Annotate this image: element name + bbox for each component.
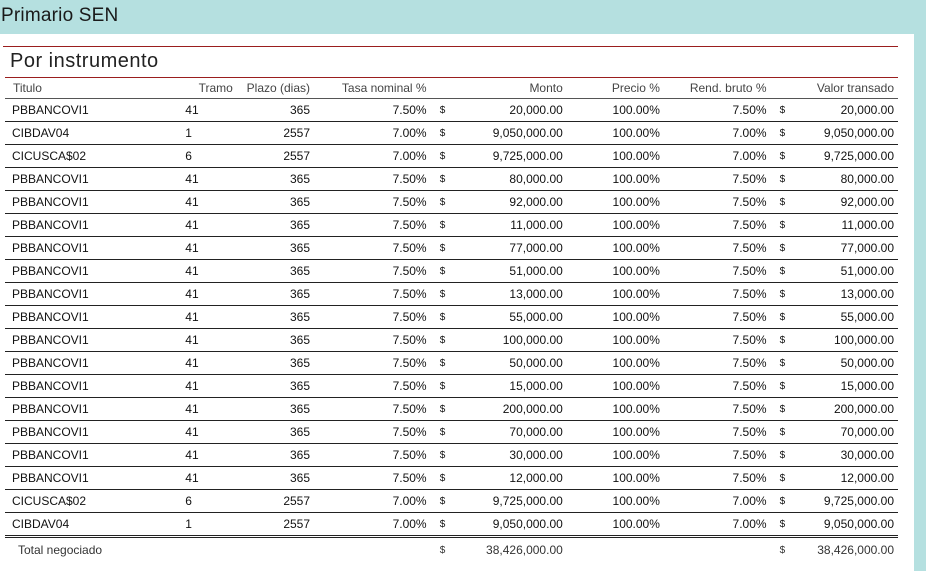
cell-rend: 7.50%: [664, 352, 771, 375]
table-row: [5, 490, 898, 513]
cell-monto: 13,000.00: [454, 283, 566, 306]
cell-precio: 100.00%: [567, 306, 664, 329]
currency-symbol: $: [431, 352, 455, 375]
cell-tasa: 7.50%: [314, 260, 431, 283]
cell-titulo: PBBANCOVI1: [5, 283, 175, 306]
table-row: [5, 260, 898, 283]
currency-symbol: $: [431, 145, 455, 168]
cell-tramo: 6: [175, 145, 237, 168]
currency-symbol: $: [771, 237, 795, 260]
cell-monto: 55,000.00: [454, 306, 566, 329]
cell-plazo: 365: [237, 444, 314, 467]
cell-valor: 200,000.00: [794, 398, 898, 421]
currency-symbol: $: [431, 168, 455, 191]
currency-symbol: $: [431, 513, 455, 537]
cell-titulo: CICUSCA$02: [5, 145, 175, 168]
cell-titulo: PBBANCOVI1: [5, 329, 175, 352]
cell-monto: 15,000.00: [454, 375, 566, 398]
cell-tramo: 1: [175, 513, 237, 537]
cell-tasa: 7.50%: [314, 214, 431, 237]
total-spacer: [567, 537, 771, 563]
cell-valor: 12,000.00: [794, 467, 898, 490]
table-row: [5, 214, 898, 237]
cell-precio: 100.00%: [567, 444, 664, 467]
table-row: [5, 444, 898, 467]
cell-plazo: 365: [237, 375, 314, 398]
cell-precio: 100.00%: [567, 214, 664, 237]
currency-symbol: $: [439, 544, 446, 556]
cell-titulo: CICUSCA$02: [5, 490, 175, 513]
cell-rend: 7.00%: [664, 145, 771, 168]
cell-rend: 7.00%: [664, 513, 771, 537]
currency-symbol: $: [431, 260, 455, 283]
cell-plazo: 365: [237, 191, 314, 214]
cell-monto: 30,000.00: [454, 444, 566, 467]
cell-plazo: 2557: [237, 145, 314, 168]
col-header-valor: Valor transado: [794, 78, 898, 99]
cell-precio: 100.00%: [567, 168, 664, 191]
cell-tramo: 41: [175, 99, 237, 122]
table-row: [5, 237, 898, 260]
cell-valor: 50,000.00: [794, 352, 898, 375]
cell-monto: 100,000.00: [454, 329, 566, 352]
cell-rend: 7.50%: [664, 214, 771, 237]
cell-monto: 51,000.00: [454, 260, 566, 283]
cell-precio: 100.00%: [567, 467, 664, 490]
currency-symbol: $: [771, 513, 795, 537]
currency-symbol: $: [771, 260, 795, 283]
cell-tasa: 7.50%: [314, 329, 431, 352]
cell-valor: 13,000.00: [794, 283, 898, 306]
currency-symbol: $: [431, 398, 455, 421]
cell-titulo: PBBANCOVI1: [5, 398, 175, 421]
currency-symbol: $: [771, 306, 795, 329]
cell-plazo: 2557: [237, 490, 314, 513]
cell-precio: 100.00%: [567, 283, 664, 306]
table-row: [5, 513, 898, 537]
cell-tasa: 7.00%: [314, 145, 431, 168]
cell-tasa: 7.00%: [314, 490, 431, 513]
cell-valor: 70,000.00: [794, 421, 898, 444]
cell-monto: 11,000.00: [454, 214, 566, 237]
currency-symbol: $: [431, 237, 455, 260]
cell-precio: 100.00%: [567, 237, 664, 260]
currency-symbol: $: [771, 375, 795, 398]
cell-valor: 51,000.00: [794, 260, 898, 283]
page-title: Primario SEN: [1, 5, 119, 26]
cell-rend: 7.50%: [664, 191, 771, 214]
section-por-instrumento: [3, 46, 898, 72]
cell-tramo: 41: [175, 214, 237, 237]
cell-plazo: 2557: [237, 122, 314, 145]
cell-valor: 30,000.00: [794, 444, 898, 467]
currency-symbol: $: [431, 191, 455, 214]
col-header-tasa: Tasa nominal %: [314, 78, 431, 99]
cell-valor: 15,000.00: [794, 375, 898, 398]
currency-symbol: $: [431, 122, 455, 145]
cell-plazo: 365: [237, 214, 314, 237]
currency-symbol: $: [771, 191, 795, 214]
cell-tramo: 41: [175, 283, 237, 306]
currency-symbol: $: [771, 398, 795, 421]
currency-symbol: $: [771, 168, 795, 191]
cell-titulo: PBBANCOVI1: [5, 191, 175, 214]
currency-symbol: $: [771, 214, 795, 237]
cell-plazo: 365: [237, 237, 314, 260]
cell-plazo: 365: [237, 99, 314, 122]
cell-tasa: 7.50%: [314, 237, 431, 260]
table-row: [5, 375, 898, 398]
cell-rend: 7.50%: [664, 329, 771, 352]
table-row: [5, 283, 898, 306]
currency-symbol: $: [431, 283, 455, 306]
cell-titulo: CIBDAV04: [5, 513, 175, 537]
currency-symbol: $: [431, 421, 455, 444]
cell-tasa: 7.50%: [314, 99, 431, 122]
cell-valor: 55,000.00: [794, 306, 898, 329]
cell-monto: 12,000.00: [454, 467, 566, 490]
currency-symbol: $: [771, 283, 795, 306]
cell-valor: 9,050,000.00: [794, 122, 898, 145]
cell-monto: 9,050,000.00: [454, 513, 566, 537]
col-header-plazo: Plazo (dias): [237, 78, 314, 99]
cell-tasa: 7.50%: [314, 168, 431, 191]
col-header-currency: [771, 78, 795, 99]
cell-rend: 7.50%: [664, 444, 771, 467]
cell-titulo: PBBANCOVI1: [5, 444, 175, 467]
col-header-precio: Precio %: [567, 78, 664, 99]
cell-titulo: PBBANCOVI1: [5, 421, 175, 444]
table-row: [5, 122, 898, 145]
cell-valor: 9,725,000.00: [794, 145, 898, 168]
cell-valor: 100,000.00: [794, 329, 898, 352]
content-panel: [0, 34, 914, 571]
cell-tramo: 41: [175, 237, 237, 260]
table-row: [5, 398, 898, 421]
cell-tramo: 41: [175, 306, 237, 329]
cell-titulo: PBBANCOVI1: [5, 467, 175, 490]
top-bar: [0, 0, 926, 34]
cell-tramo: 41: [175, 260, 237, 283]
total-valor: 38,426,000.00: [817, 543, 894, 557]
cell-plazo: 2557: [237, 513, 314, 537]
table-header-row: [5, 78, 898, 99]
table-row: [5, 467, 898, 490]
cell-rend: 7.50%: [664, 398, 771, 421]
cell-valor: 92,000.00: [794, 191, 898, 214]
currency-symbol: $: [771, 145, 795, 168]
cell-monto: 9,725,000.00: [454, 145, 566, 168]
cell-precio: 100.00%: [567, 513, 664, 537]
col-header-titulo: Titulo: [5, 78, 175, 99]
cell-precio: 100.00%: [567, 398, 664, 421]
cell-monto: 77,000.00: [454, 237, 566, 260]
cell-tramo: 41: [175, 421, 237, 444]
cell-titulo: PBBANCOVI1: [5, 168, 175, 191]
cell-rend: 7.50%: [664, 375, 771, 398]
cell-plazo: 365: [237, 467, 314, 490]
cell-tramo: 41: [175, 398, 237, 421]
table-row: [5, 352, 898, 375]
currency-symbol: $: [771, 444, 795, 467]
cell-plazo: 365: [237, 260, 314, 283]
total-label: Total negociado: [18, 543, 103, 557]
cell-tasa: 7.50%: [314, 467, 431, 490]
currency-symbol: $: [771, 122, 795, 145]
table-row: [5, 99, 898, 122]
currency-symbol: $: [771, 490, 795, 513]
cell-plazo: 365: [237, 398, 314, 421]
cell-tramo: 41: [175, 375, 237, 398]
table-row: [5, 421, 898, 444]
cell-precio: 100.00%: [567, 99, 664, 122]
currency-symbol: $: [771, 329, 795, 352]
cell-monto: 9,050,000.00: [454, 122, 566, 145]
cell-tasa: 7.50%: [314, 352, 431, 375]
cell-titulo: PBBANCOVI1: [5, 237, 175, 260]
table-body: [5, 99, 898, 537]
cell-monto: 9,725,000.00: [454, 490, 566, 513]
currency-symbol: $: [431, 375, 455, 398]
cell-tramo: 41: [175, 444, 237, 467]
cell-rend: 7.50%: [664, 467, 771, 490]
cell-titulo: PBBANCOVI1: [5, 375, 175, 398]
table-row: [5, 145, 898, 168]
currency-symbol: $: [771, 99, 795, 122]
cell-precio: 100.00%: [567, 375, 664, 398]
cell-plazo: 365: [237, 168, 314, 191]
cell-titulo: CIBDAV04: [5, 122, 175, 145]
cell-tramo: 41: [175, 329, 237, 352]
cell-valor: 20,000.00: [794, 99, 898, 122]
cell-monto: 50,000.00: [454, 352, 566, 375]
currency-symbol: $: [431, 214, 455, 237]
cell-titulo: PBBANCOVI1: [5, 352, 175, 375]
cell-rend: 7.00%: [664, 490, 771, 513]
cell-rend: 7.50%: [664, 306, 771, 329]
cell-plazo: 365: [237, 306, 314, 329]
cell-tramo: 41: [175, 191, 237, 214]
cell-precio: 100.00%: [567, 329, 664, 352]
cell-tasa: 7.00%: [314, 122, 431, 145]
cell-tasa: 7.50%: [314, 283, 431, 306]
cell-rend: 7.50%: [664, 421, 771, 444]
currency-symbol: $: [431, 444, 455, 467]
col-header-currency: [431, 78, 455, 99]
cell-rend: 7.50%: [664, 237, 771, 260]
cell-tasa: 7.50%: [314, 306, 431, 329]
cell-precio: 100.00%: [567, 490, 664, 513]
cell-plazo: 365: [237, 329, 314, 352]
cell-rend: 7.50%: [664, 260, 771, 283]
currency-symbol: $: [431, 490, 455, 513]
cell-monto: 92,000.00: [454, 191, 566, 214]
cell-precio: 100.00%: [567, 352, 664, 375]
cell-tasa: 7.50%: [314, 398, 431, 421]
cell-tasa: 7.50%: [314, 191, 431, 214]
cell-monto: 20,000.00: [454, 99, 566, 122]
instrument-table: [5, 77, 898, 562]
col-header-monto: Monto: [454, 78, 566, 99]
cell-tasa: 7.50%: [314, 444, 431, 467]
currency-symbol: $: [779, 544, 786, 556]
currency-symbol: $: [431, 329, 455, 352]
cell-titulo: PBBANCOVI1: [5, 260, 175, 283]
cell-rend: 7.50%: [664, 99, 771, 122]
cell-precio: 100.00%: [567, 260, 664, 283]
cell-tramo: 1: [175, 122, 237, 145]
cell-tramo: 41: [175, 168, 237, 191]
cell-precio: 100.00%: [567, 421, 664, 444]
cell-tasa: 7.50%: [314, 375, 431, 398]
currency-symbol: $: [431, 306, 455, 329]
section-title: Por instrumento: [10, 50, 159, 72]
cell-tasa: 7.00%: [314, 513, 431, 537]
cell-tasa: 7.50%: [314, 421, 431, 444]
total-monto: 38,426,000.00: [486, 543, 563, 557]
col-header-tramo: Tramo: [175, 78, 237, 99]
table-row: [5, 306, 898, 329]
cell-valor: 11,000.00: [794, 214, 898, 237]
cell-monto: 70,000.00: [454, 421, 566, 444]
total-row: [5, 537, 898, 563]
currency-symbol: $: [771, 467, 795, 490]
currency-symbol: $: [771, 421, 795, 444]
col-header-rend: Rend. bruto %: [664, 78, 771, 99]
cell-rend: 7.50%: [664, 283, 771, 306]
cell-plazo: 365: [237, 352, 314, 375]
cell-precio: 100.00%: [567, 145, 664, 168]
table-row: [5, 329, 898, 352]
table-row: [5, 191, 898, 214]
cell-plazo: 365: [237, 283, 314, 306]
currency-symbol: $: [431, 99, 455, 122]
cell-valor: 9,725,000.00: [794, 490, 898, 513]
cell-titulo: PBBANCOVI1: [5, 306, 175, 329]
cell-rend: 7.00%: [664, 122, 771, 145]
cell-rend: 7.50%: [664, 168, 771, 191]
cell-titulo: PBBANCOVI1: [5, 214, 175, 237]
cell-tramo: 41: [175, 467, 237, 490]
cell-monto: 80,000.00: [454, 168, 566, 191]
currency-symbol: $: [771, 352, 795, 375]
cell-valor: 80,000.00: [794, 168, 898, 191]
currency-symbol: $: [431, 467, 455, 490]
cell-plazo: 365: [237, 421, 314, 444]
cell-valor: 77,000.00: [794, 237, 898, 260]
cell-precio: 100.00%: [567, 122, 664, 145]
cell-tramo: 6: [175, 490, 237, 513]
table-row: [5, 168, 898, 191]
cell-tramo: 41: [175, 352, 237, 375]
cell-valor: 9,050,000.00: [794, 513, 898, 537]
cell-precio: 100.00%: [567, 191, 664, 214]
cell-monto: 200,000.00: [454, 398, 566, 421]
cell-titulo: PBBANCOVI1: [5, 99, 175, 122]
